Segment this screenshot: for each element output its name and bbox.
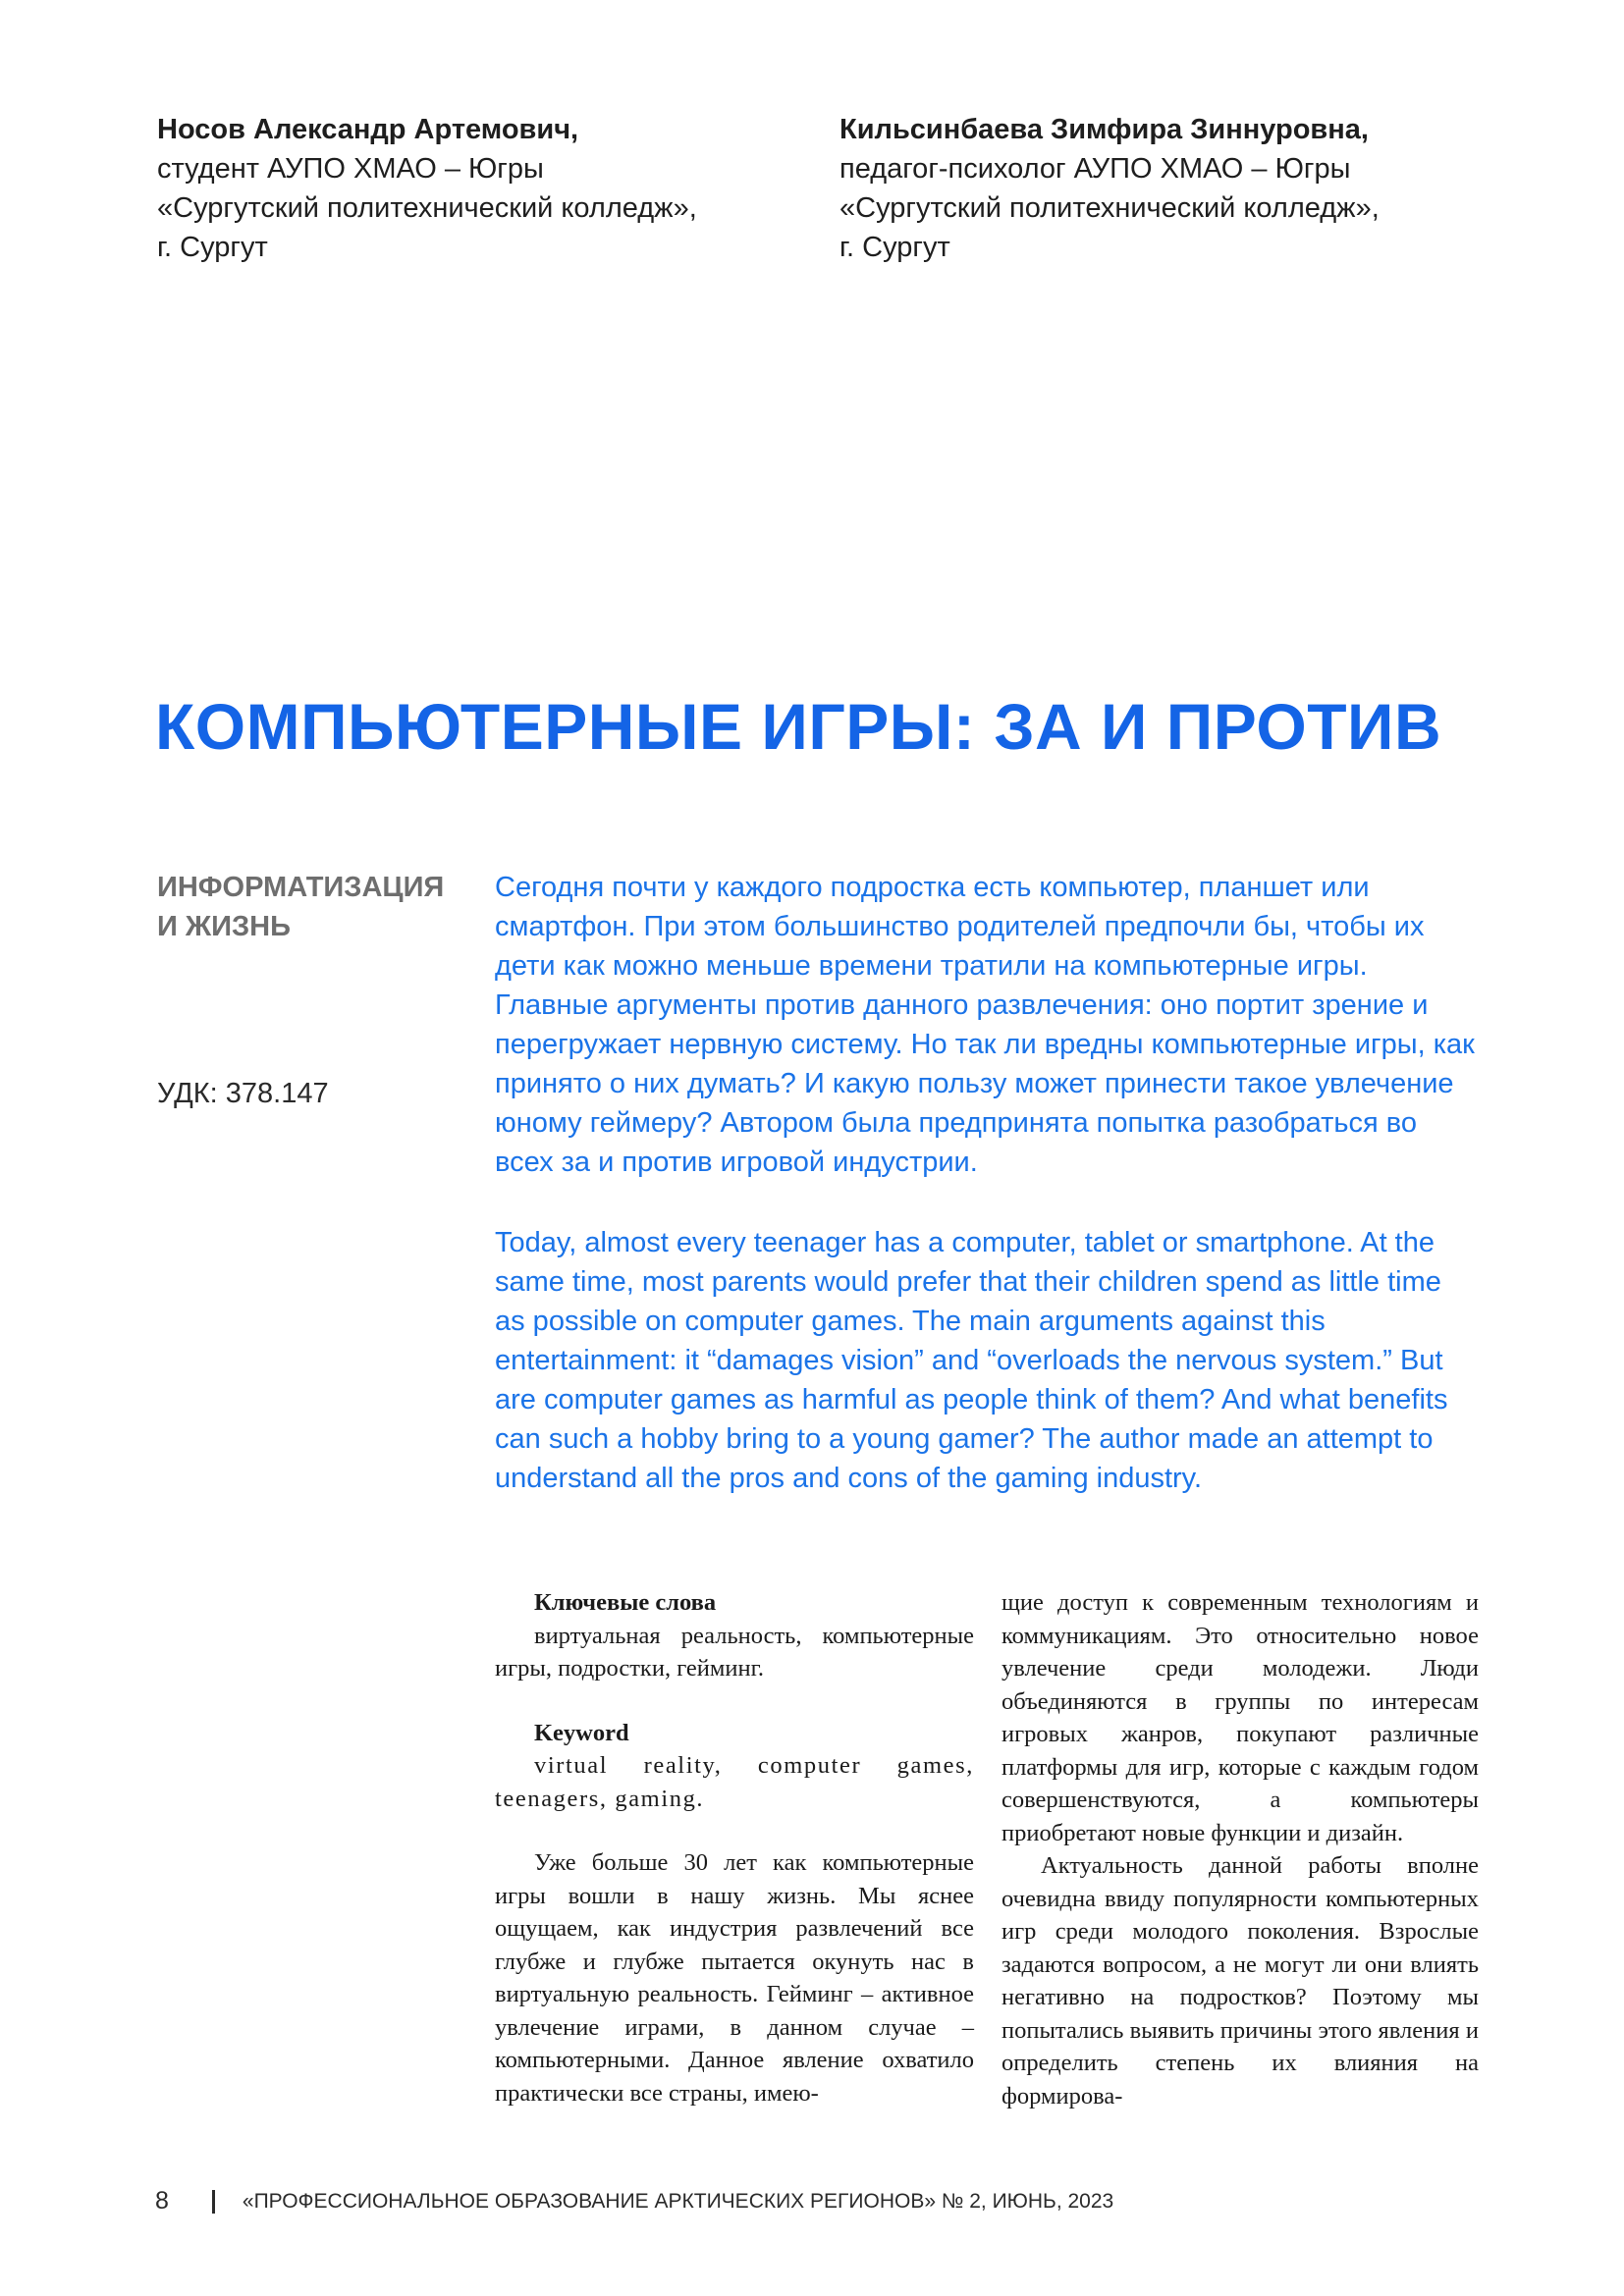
author-city: г. Сургут [157,232,268,263]
abstract-english: Today, almost every teenager has a computer, tablet or smartphone. At the same time, most parents would prefer that their children spend as little time as possible on computer games. The main arguments against this entertainment: it “damages vision” and “overloads the nervous system.” But are computer games as harmful as people think of them? And what benefits can such a hobby bring to a young gamer? The author made an attempt to understand all the pros and cons of the gaming industry. [495,1227,1448,1494]
body-paragraph-1: Уже больше 30 лет как компьютерные игры вошли в нашу жизнь. Мы яснее ощущаем, как индустрия развлечений все глубже и глубже пытается окунуть нас в виртуальную реальность. Гейминг – активное увлечение играми, в данном случае – компьютерными. Данное явление охватило практически все страны, имею- [495,1849,974,2107]
author-block-2 [839,110,1448,267]
author-block-1 [157,110,707,267]
page-footer [155,2187,1113,2216]
author-organization: «Сургутский политехнический колледж», [839,192,1380,224]
article-title: КОМПЬЮТЕРНЫЕ ИГРЫ: ЗА И ПРОТИВ [155,690,1442,763]
body-column-right [1001,1586,1479,2112]
author-name: Кильсинбаева Зимфира Зиннуровна, [839,114,1369,145]
section-label [157,868,452,946]
keywords-ru-heading: Ключевые слова [534,1589,717,1616]
author-city: г. Сургут [839,232,950,263]
keywords-en-text: virtual reality, computer games, teenagers, gaming. [495,1752,974,1812]
udk-code: УДК: 378.147 [157,1078,329,1109]
abstract-russian: Сегодня почти у каждого подростка есть компьютер, планшет или смартфон. При этом большинство родителей предпочли бы, чтобы их дети как можно меньше времени тратили на компьютерные игры. Главные аргументы против данного развлечения: оно портит зрение и перегружает нервную систему. Но так ли вредны компьютерные игры, как принято о них думать? И какую пользу может принести такое увлечение юному геймеру? Автором была предпринята попытка разобраться во всех за и против игровой индустрии. [495,872,1475,1178]
author-name: Носов Александр Артемович, [157,114,579,145]
body-column-left [495,1586,974,2109]
section-label-line1: ИНФОРМАТИЗАЦИЯ [157,872,445,903]
author-position: студент АУПО ХМАО – Югры [157,153,544,185]
body-paragraph-2: Актуальность данной работы вполне очевидна ввиду популярности компьютерных игр среди молодого поколения. Взрослые задаются вопросом, а не могут ли они влиять негативно на подростков? Поэтому мы попытались выявить причины этого явления и определить степень их влияния на формирова- [1001,1852,1479,2109]
page-number: 8 [155,2187,169,2215]
journal-name: «ПРОФЕССИОНАЛЬНОЕ ОБРАЗОВАНИЕ АРКТИЧЕСКИХ РЕГИОНОВ» № 2, ИЮНЬ, 2023 [242,2189,1114,2213]
keywords-en-heading: Keyword [534,1719,629,1746]
author-organization: «Сургутский политехнический колледж», [157,192,697,224]
author-position: педагог-психолог АУПО ХМАО – Югры [839,153,1351,185]
section-label-line2: И ЖИЗНЬ [157,911,291,942]
footer-divider [212,2190,215,2214]
keywords-ru-text: виртуальная реальность, компьютерные игры, подростки, гейминг. [495,1622,974,1682]
body-paragraph-1-continued: щие доступ к современным технологиям и коммуникациям. Это относительно новое увлечение среди молодежи. Люди объединяются в группы по интересам игровых жанров, покупают различные платформы для игр, которые с каждым годом совершенствуются, а компьютеры приобретают новые функции и дизайн. [1001,1589,1479,1846]
